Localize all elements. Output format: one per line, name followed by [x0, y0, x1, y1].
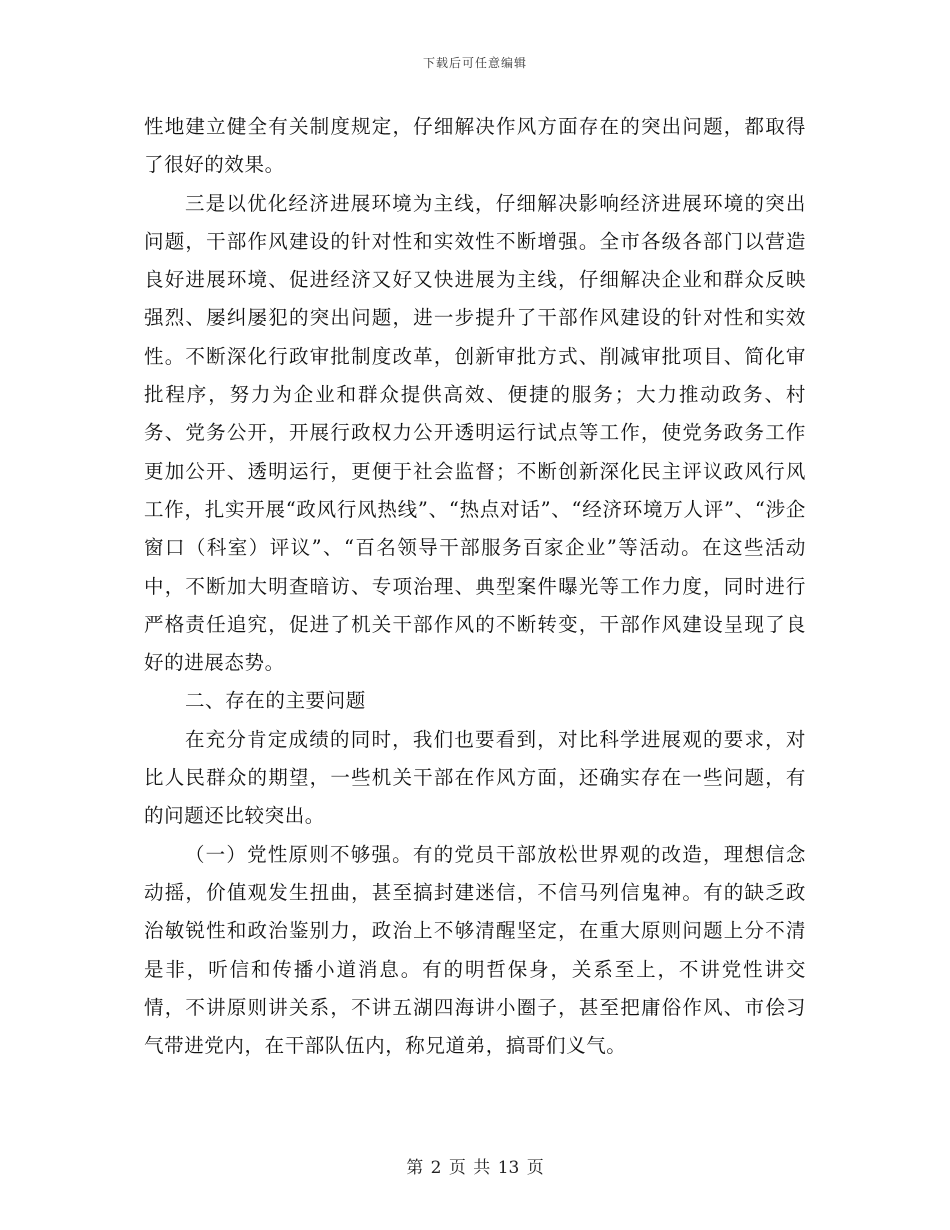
section-heading-main-problems: 二、存在的主要问题	[184, 689, 366, 713]
body-paragraph-problems-intro: 在充分肯定成绩的同时，我们也要看到，对比科学进展观的要求，对比人民群众的期望，一些机关干部在作风方面，还确实存在一些问题，有的问题还比较突出。	[144, 727, 806, 828]
document-body	[144, 108, 806, 1065]
body-paragraph-point-three: 三是以优化经济进展环境为主线，仔细解决影响经济进展环境的突出问题，干部作风建设的针对性和实效性不断增强。全市各级各部门以营造良好进展环境、促进经济又好又快进展为主线，仔细解决企业和群众反映强烈、屡纠屡犯的突出问题，进一步提升了干部作风建设的针对性和实效性。不断深化行政审批制度改革，创新审批方式、削减审批项目、简化审批程序，努力为企业和群众提供高效、便捷的服务；大力推动政务、村务、党务公开，开展行政权力公开透明运行试点等工作，使党务政务工作更加公开、透明运行，更便于社会监督；不断创新深化民主评议政风行风工作，扎实开展“政风行风热线”、“热点对话”、“经济环境万人评”、“涉企窗口（科室）评议”、“百名领导干部服务百家企业”等活动。在这些活动中，不断加大明查暗访、专项治理、典型案件曝光等工作力度，同时进行严格责任追究，促进了机关干部作风的不断转变，干部作风建设呈现了良好的进展态势。	[144, 191, 806, 675]
body-paragraph-continuation: 性地建立健全有关制度规定，仔细解决作风方面存在的突出问题，都取得了很好的效果。	[144, 115, 806, 177]
body-paragraph-party-principle: （一）党性原则不够强。有的党员干部放松世界观的改造，理想信念动摇，价值观发生扭曲，甚至搞封建迷信，不信马列信鬼神。有的缺乏政治敏锐性和政治鉴别力，政治上不够清醒坚定，在重大原则问题上分不清是非，听信和传播小道消息。有的明哲保身，关系至上，不讲党性讲交情，不讲原则讲关系，不讲五湖四海讲小圈子，甚至把庸俗作风、市侩习气带进党内，在干部队伍内，称兄道弟，搞哥们义气。	[144, 842, 806, 1058]
page-number-footer: 第 2 页 共 13 页	[406, 1158, 544, 1178]
page-header-note: 下载后可任意编辑	[422, 56, 527, 70]
